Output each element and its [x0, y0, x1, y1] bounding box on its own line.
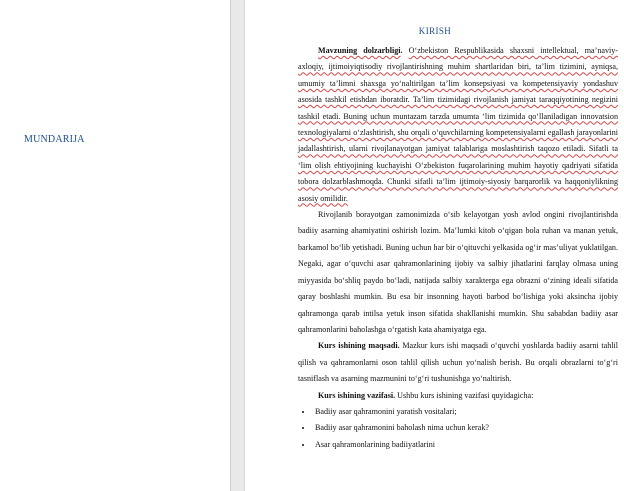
toc-title: MUNDARIJA	[24, 134, 85, 145]
paragraph-tasks	[298, 388, 618, 404]
list-item: • Badiiy asar qahramonini yaratish vositalari;	[313, 404, 618, 420]
paragraph-relevance	[298, 43, 618, 207]
left-page	[0, 0, 231, 491]
list-item: • Asar qahramonlarining badiiyatlarini	[313, 437, 618, 453]
right-page	[244, 0, 624, 491]
task-list	[298, 404, 618, 453]
section-heading: KIRISH	[418, 26, 452, 36]
paragraph-significance	[298, 207, 618, 338]
paragraph-lead: Kurs ishining maqsadi.	[318, 341, 400, 351]
paragraph-text: Ushbu kurs ishining vazifasi quyidagicha:	[397, 390, 534, 400]
paragraph-text: Mazkur kurs ishi maqsadi o‘quvchi yoshlarda badiiy asarni tahlil qilish va qahramonlarni oson tahlil qilish uchun yo‘nalish berish. Bu orqali obrazlarni to‘g‘ri tasniflash va asarning mazmunini to‘g‘ri tushunishga yo‘naltirish.	[298, 341, 618, 384]
paragraph-text: O‘zbekiston Respublikasida shaxsni intellektual, ma’naviy-axloqiy, ijtimoiyiqtisodiy rivojlantirishning muhim shartlaridan biri, ta’lim tizimini, ayniqsa, umumiy ta’limni shaxsga yo‘naltirilgan ta’lim konsepsiyasi va kompetensiyaviy yondashuv asosida tashkil etishdan iboratdir. Ta’lim tizimidagi rivojlanish jamiyat taraqqiyotining negizini tashkil etadi. Buning uchun muntazam tarzda umumta ‘lim tizimida qo‘llaniladigan innovatsion texnologiyalarni o‘zlashtirish, shu orqali o‘quvchilarning kompetensiyalarni egallash jarayonlarini jadallashtirish, ularni rivojlanayotgan jamiyat talablariga moslashtirish taqozo etiladi. Sifatli ta ‘lim olish ehtiyojining kuchayishi O‘zbekiston fuqarolarining muhim hayotiy qadriyati sifatida tobora dolzarblashmoqda. Chunki sifatli ta’lim ijtimoiy-siyosiy barqarorlik va haqqoniylikning asosiy omilidir.	[298, 46, 618, 203]
paragraph-lead: Mavzuning dolzarbligi	[318, 46, 401, 55]
paragraph-goal	[298, 338, 618, 387]
document-body	[298, 43, 618, 453]
list-item: • Badiiy asar qahramonini baholash nima uchun kerak?	[313, 420, 618, 436]
paragraph-lead: Kurs ishining vazifasi.	[318, 390, 396, 400]
paragraph-text: Rivojlanib borayotgan zamonimizda o‘sib kelayotgan yosh avlod ongini rivojlantirishda badiiy asarning ahamiyatini oshirish lozim. Ma’lumki kitob o‘qigan bola ruhan va manan yetuk, barkamol bo‘lib yetishadi. Buning uchun har bir o‘qituvchi yelkasida og‘ir mas’uliyat yuklatilgan. Negaki, agar o‘quvchi asar qahramonlarining ijobiy va salbiy jihatlarini farqlay olmasa uning miyyasida bo‘shliq paydo bo‘ladi, natijada salbiy xarakterga ega obrazni o‘zining ideali sifatida qaray boshlashi mumkin. Bu esa bir insonning hayoti barbod bo‘lishiga yoki aksincha ijobiy qahramonga qarab intilsa yetuk inson sifatida shakllanishi mumkin. Shu sababdan badiiy asar qahramonlarini baholashga o‘rgatish kata ahamiyatga ega.	[298, 210, 618, 334]
lead-separator: .	[400, 46, 403, 55]
